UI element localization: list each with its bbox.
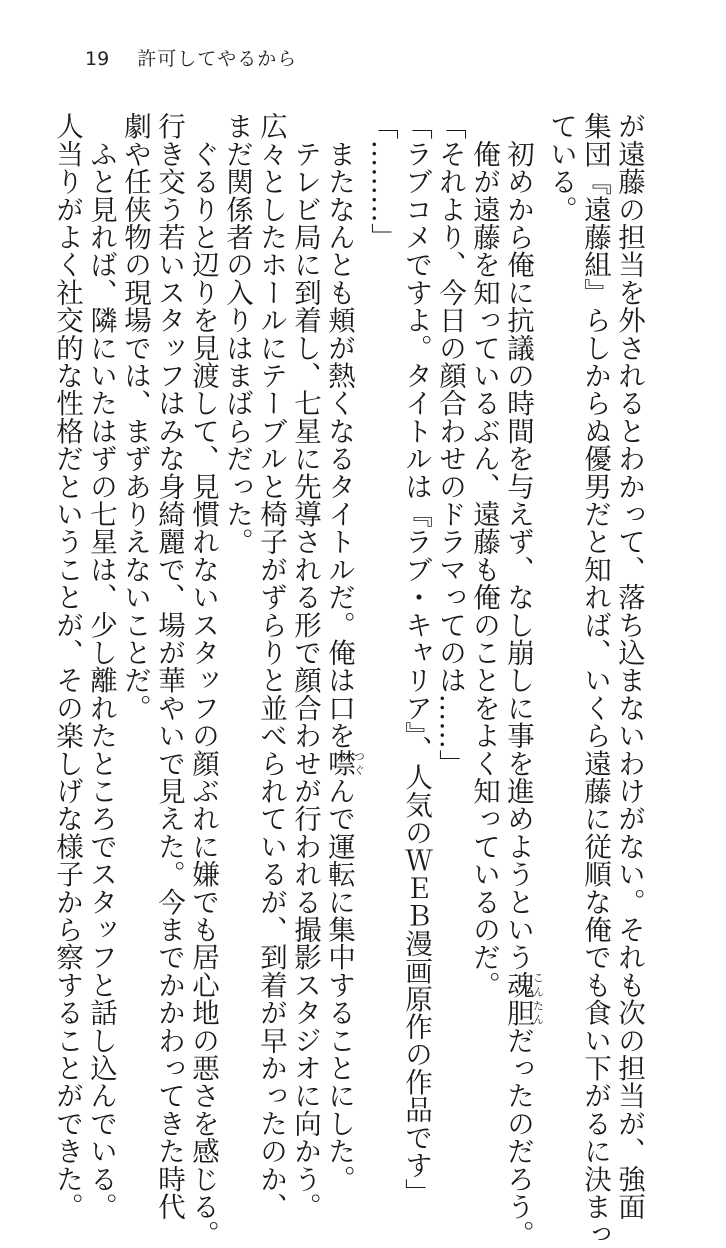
text-line: 「………」 — [366, 112, 398, 251]
page-number: 19 — [85, 48, 110, 70]
text-line: が遠藤の担当を外されるとわかって、落ち込まないわけがない。それも次の担当が、強面 — [613, 112, 645, 1220]
furigana: 魂胆こんたん — [502, 970, 545, 1027]
running-title: 許可してやるから — [137, 48, 298, 70]
text-line: 人当りがよく社交的な性格だということが、その楽しげな様子から察することができた。 — [51, 112, 83, 1220]
text-line: ぐるりと辺りを見渡して、見慣れないスタッフの顔ぶれに嫌でも居心地の悪さを感じる。 — [187, 112, 219, 1248]
text-line: 俺が遠藤を知っているぶん、遠藤も俺のことをよく知っているのだ。 — [468, 112, 500, 999]
text-line: 「ラブコメですよ。タイトルは『ラブ・キャリア』、人気のＷＥＢ漫画原作の作品です」 — [400, 112, 432, 1207]
text-line: 劇や任侠物の現場では、まずありえないことだ。 — [119, 112, 151, 722]
text-line: ている。 — [545, 112, 577, 223]
text-line-with-ruby: またなんとも頬が熱くなるタイトルだ。俺は口を噤つぐんで運転に集中することにした。 — [323, 112, 366, 1193]
text-line: ふと見れば、隣にいたはずの七星は、少し離れたところでスタッフと話し込んでいる。 — [85, 112, 117, 1220]
text-line: 「それより、今日の顔合わせのドラマってのは……」 — [434, 112, 466, 777]
text-line: まだ関係者の入りはまばらだった。 — [221, 112, 253, 556]
text-line: 集団『遠藤組』らしからぬ優男だと知れば、いくら遠藤に従順な俺でも食い下がるに決まっ — [579, 112, 611, 1248]
text-line: 広々としたホールにテーブルと椅子がずらりと並べられているが、到着が早かったのか、 — [255, 112, 287, 1220]
text-line: テレビ局に到着し、七星に先導される形で顔合わせが行われる撮影スタジオに向かう。 — [289, 112, 321, 1220]
body-text — [46, 112, 646, 1248]
furigana: 噤つぐ — [323, 749, 366, 777]
text-line-with-ruby: 初めから俺に抗議の時間を与えず、なし崩しに事を進めようという魂胆こんたんだったのだろう。 — [502, 112, 545, 1248]
page-header — [85, 44, 297, 71]
text-line: 行き交う若いスタッフはみな身綺麗で、場が華やいで見えた。今までかかわってきた時代 — [153, 112, 185, 1220]
